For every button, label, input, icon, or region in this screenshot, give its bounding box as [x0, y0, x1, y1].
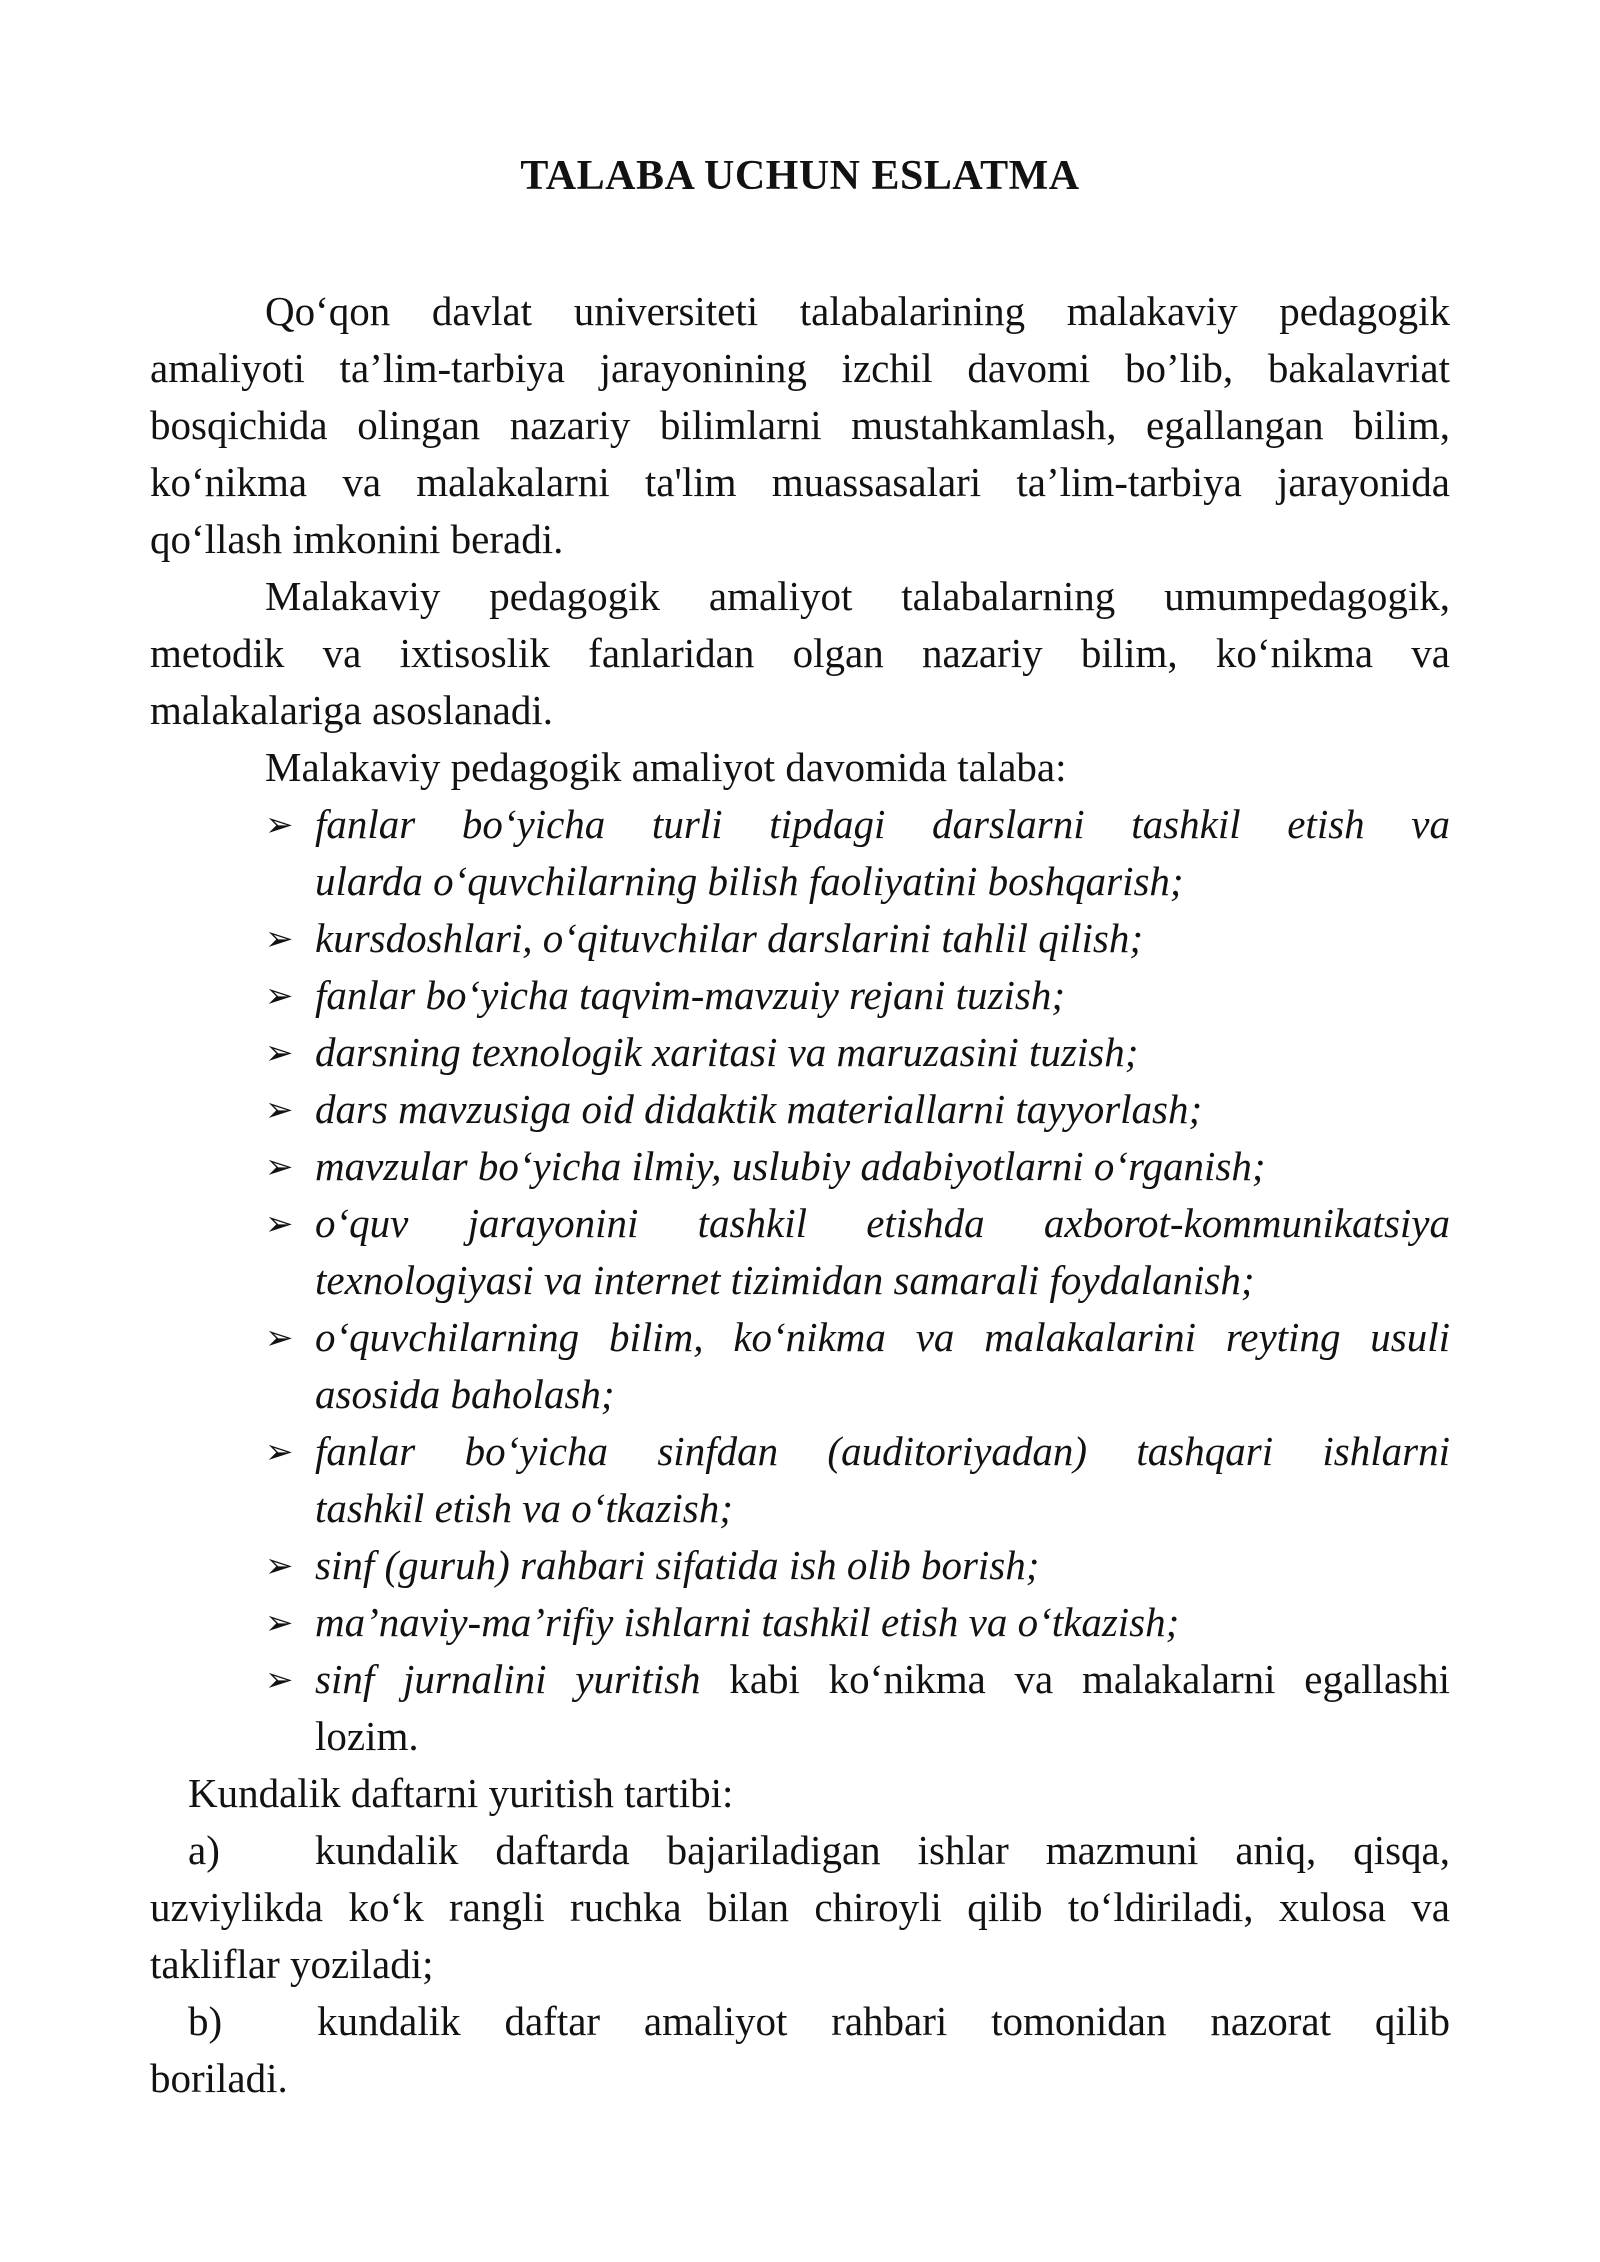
- arrow-bullet-icon: ➢: [265, 1660, 294, 1700]
- arrow-bullet-icon: ➢: [265, 1318, 294, 1358]
- arrow-bullet-icon: ➢: [265, 1603, 294, 1643]
- text-line: [150, 2050, 1450, 2107]
- text-run: Qo‘qon davlat universiteti talabalarining malakaviy pedagogik: [265, 288, 1450, 334]
- text-run: kursdoshlari, o‘qituvchilar darslarini tahlil qilish;: [315, 915, 1144, 961]
- arrow-bullet-icon: ➢: [265, 805, 294, 845]
- text-run: o‘quvchilarning bilim, ko‘nikma va malakalarini reyting usuli: [315, 1314, 1450, 1360]
- text-line: [150, 397, 1450, 454]
- list-item: [265, 1423, 1450, 1537]
- text-line: [315, 1708, 1450, 1765]
- text-run: malakalariga asoslanadi.: [150, 687, 553, 733]
- text-line: [265, 1309, 1450, 1366]
- text-line: [150, 454, 1450, 511]
- text-line: [150, 1879, 1450, 1936]
- text-run: uzviylikda ko‘k rangli ruchka bilan chiroyli qilib to‘ldiriladi, xulosa va: [150, 1884, 1450, 1930]
- document-title: TALABA UCHUN ESLATMA: [520, 153, 1080, 199]
- list-item: [265, 1594, 1450, 1651]
- arrow-bullet-icon: ➢: [265, 976, 294, 1016]
- text-run: Malakaviy pedagogik amaliyot davomida talaba:: [265, 744, 1067, 790]
- text-run: bosqichida olingan nazariy bilimlarni mustahkamlash, egallangan bilim,: [150, 402, 1450, 448]
- text-run: takliflar yoziladi;: [150, 1941, 434, 1987]
- text-line: [265, 1195, 1450, 1252]
- list-item: [265, 967, 1450, 1024]
- text-line: [150, 1822, 1450, 1879]
- text-line: [265, 1594, 1450, 1651]
- text-run: tashkil etish va o‘tkazish;: [315, 1485, 733, 1531]
- text-run: mavzular bo‘yicha ilmiy, uslubiy adabiyotlarni o‘rganish;: [315, 1143, 1266, 1189]
- list-item: [265, 796, 1450, 910]
- document-content: [150, 148, 1450, 2107]
- text-line: [315, 1252, 1450, 1309]
- text-line: [265, 1138, 1450, 1195]
- list-item: [265, 1537, 1450, 1594]
- text-line: [315, 853, 1450, 910]
- text-run: fanlar bo‘yicha taqvim-mavzuiy rejani tuzish;: [315, 972, 1066, 1018]
- text-line: [150, 511, 1450, 568]
- text-line: [150, 1936, 1450, 1993]
- paragraph: [150, 1822, 1450, 1993]
- text-run: Kundalik daftarni yuritish tartibi:: [188, 1770, 734, 1816]
- paragraph: [150, 283, 1450, 568]
- text-run: asosida baholash;: [315, 1371, 615, 1417]
- text-line: [265, 796, 1450, 853]
- text-run: Malakaviy pedagogik amaliyot talabalarning umumpedagogik,: [265, 573, 1450, 619]
- text-line: [150, 568, 1450, 625]
- text-line: [150, 340, 1450, 397]
- text-run: sinf jurnalini yuritish: [315, 1656, 701, 1702]
- text-run: metodik va ixtisoslik fanlaridan olgan nazariy bilim, ko‘nikma va: [150, 630, 1450, 676]
- text-run: texnologiyasi va internet tizimidan samarali foydalanish;: [315, 1257, 1255, 1303]
- list-item: [265, 1309, 1450, 1423]
- text-line: [265, 1651, 1450, 1708]
- text-run: kabi ko‘nikma va malakalarni egallashi: [700, 1656, 1450, 1702]
- arrow-bullet-icon: ➢: [265, 1147, 294, 1187]
- list-item: [265, 1024, 1450, 1081]
- arrow-bullet-icon: ➢: [265, 1546, 294, 1586]
- text-run: kundalik daftar amaliyot rahbari tomonidan nazorat qilib: [317, 1998, 1450, 2044]
- text-line: [265, 1537, 1450, 1594]
- arrow-bullet-icon: ➢: [265, 1033, 294, 1073]
- text-run: boriladi.: [150, 2055, 288, 2101]
- text-run: ko‘nikma va malakalarni ta'lim muassasalari ta’lim-tarbiya jarayonida: [150, 459, 1450, 505]
- paragraph: [150, 739, 1450, 796]
- text-run: fanlar bo‘yicha sinfdan (auditoriyadan) tashqari ishlarni: [315, 1428, 1450, 1474]
- list-item: [265, 1195, 1450, 1309]
- text-line: [150, 1765, 1450, 1822]
- list-item: [265, 1651, 1450, 1765]
- text-line: [315, 1366, 1450, 1423]
- text-run: sinf (guruh) rahbari sifatida ish olib borish;: [315, 1542, 1040, 1588]
- paragraph: [150, 568, 1450, 739]
- text-run: b): [188, 1998, 223, 2044]
- text-line: [265, 1024, 1450, 1081]
- text-run: fanlar bo‘yicha turli tipdagi darslarni tashkil etish va: [315, 801, 1450, 847]
- text-line: [150, 739, 1450, 796]
- text-line: [150, 1993, 1450, 2050]
- text-line: [265, 1423, 1450, 1480]
- text-line: [150, 283, 1450, 340]
- arrow-bullet-icon: ➢: [265, 1432, 294, 1472]
- paragraph: [150, 1993, 1450, 2107]
- list-item: [265, 1081, 1450, 1138]
- text-line: [150, 682, 1450, 739]
- text-run: o‘quv jarayonini tashkil etishda axborot-kommunikatsiya: [315, 1200, 1450, 1246]
- text-line: [150, 625, 1450, 682]
- text-run: darsning texnologik xaritasi va maruzasini tuzish;: [315, 1029, 1139, 1075]
- text-run: dars mavzusiga oid didaktik materiallarni tayyorlash;: [315, 1086, 1203, 1132]
- list-item: [265, 910, 1450, 967]
- text-run: ularda o‘quvchilarning bilish faoliyatini boshqarish;: [315, 858, 1184, 904]
- text-line: [265, 967, 1450, 1024]
- arrow-bullet-icon: ➢: [265, 1204, 294, 1244]
- text-run: amaliyoti ta’lim-tarbiya jarayonining izchil davomi bo’lib, bakalavriat: [150, 345, 1450, 391]
- text-line: [315, 1480, 1450, 1537]
- arrow-bullet-icon: ➢: [265, 919, 294, 959]
- paragraph: [150, 1765, 1450, 1822]
- text-run: qo‘llash imkonini beradi.: [150, 516, 564, 562]
- text-run: a): [188, 1827, 220, 1873]
- text-run: kundalik daftarda bajariladigan ishlar mazmuni aniq, qisqa,: [314, 1827, 1450, 1873]
- arrow-bullet-icon: ➢: [265, 1090, 294, 1130]
- text-line: [265, 910, 1450, 967]
- text-run: ma’naviy-ma’rifiy ishlarni tashkil etish va o‘tkazish;: [315, 1599, 1180, 1645]
- text-run: lozim.: [315, 1713, 419, 1759]
- text-line: [265, 1081, 1450, 1138]
- list-item: [265, 1138, 1450, 1195]
